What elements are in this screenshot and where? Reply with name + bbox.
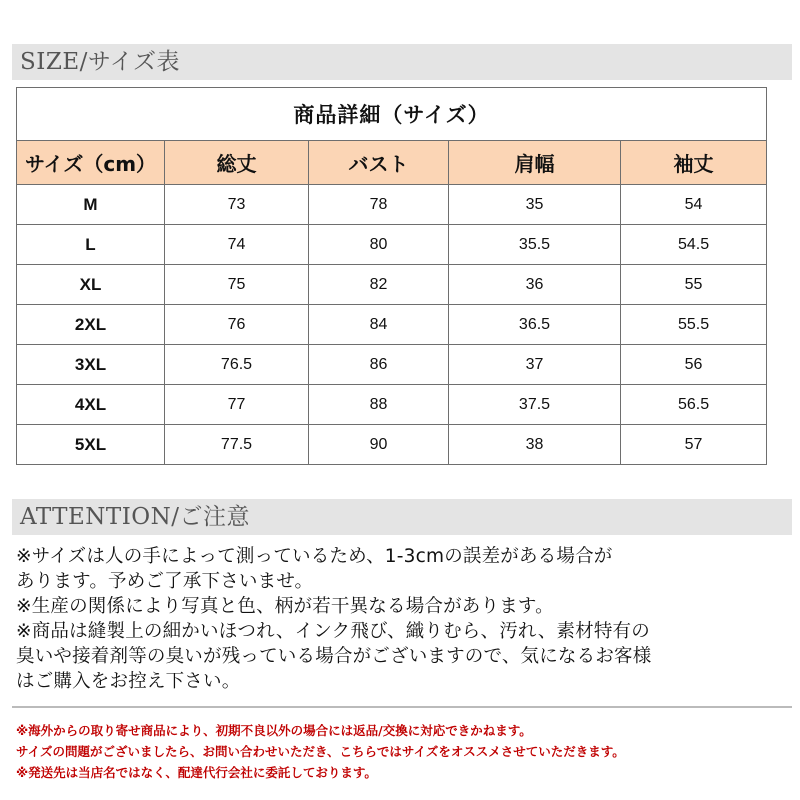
- size-label-cell: 3XL: [17, 345, 165, 385]
- attention-notes: [16, 544, 792, 694]
- table-cell: 57: [621, 425, 767, 465]
- table-cell: 55: [621, 265, 767, 305]
- column-header-shoulder: 肩幅: [449, 141, 621, 185]
- table-title: 商品詳細（サイズ）: [17, 88, 767, 141]
- table-cell: 82: [309, 265, 449, 305]
- size-label-cell: 2XL: [17, 305, 165, 345]
- table-cell: 73: [165, 185, 309, 225]
- size-label-cell: 5XL: [17, 425, 165, 465]
- attention-section-header: ATTENTION/ご注意: [12, 499, 792, 535]
- size-label-cell: 4XL: [17, 385, 165, 425]
- note-line: ※生産の関係により写真と色、柄が若干異なる場合があります。: [16, 596, 554, 617]
- table-cell: 54.5: [621, 225, 767, 265]
- divider: [12, 706, 792, 708]
- red-note-line: ※発送先は当店名ではなく、配達代行会社に委託しております。: [16, 765, 377, 780]
- table-cell: 86: [309, 345, 449, 385]
- table-cell: 74: [165, 225, 309, 265]
- table-cell: 78: [309, 185, 449, 225]
- red-note-line: サイズの問題がございましたら、お問い合わせいただき、こちらではサイズをオススメさせていただきます。: [16, 744, 625, 759]
- column-header-sleeve: 袖丈: [621, 141, 767, 185]
- note-line: はご購入をお控え下さい。: [16, 671, 241, 692]
- table-row: [17, 185, 767, 225]
- table-cell: 38: [449, 425, 621, 465]
- table-cell: 90: [309, 425, 449, 465]
- note-line: ※商品は縫製上の細かいほつれ、インク飛び、織りむら、汚れ、素材特有の: [16, 621, 650, 642]
- table-row: [17, 425, 767, 465]
- table-row: [17, 305, 767, 345]
- table-cell: 77.5: [165, 425, 309, 465]
- table-cell: 54: [621, 185, 767, 225]
- column-header-size: サイズ（cm）: [17, 141, 165, 185]
- red-warning-notes: [16, 720, 792, 783]
- size-label-cell: M: [17, 185, 165, 225]
- table-cell: 80: [309, 225, 449, 265]
- table-cell: 56: [621, 345, 767, 385]
- table-cell: 56.5: [621, 385, 767, 425]
- table-cell: 37.5: [449, 385, 621, 425]
- note-line: あります。予めご了承下さいませ。: [16, 571, 314, 592]
- column-header-length: 総丈: [165, 141, 309, 185]
- table-row: [17, 225, 767, 265]
- table-cell: 75: [165, 265, 309, 305]
- table-cell: 37: [449, 345, 621, 385]
- note-line: 臭いや接着剤等の臭いが残っている場合がございますので、気になるお客様: [16, 646, 652, 667]
- table-row: [17, 385, 767, 425]
- table-cell: 77: [165, 385, 309, 425]
- size-table: [16, 87, 767, 465]
- table-cell: 35.5: [449, 225, 621, 265]
- note-line: ※サイズは人の手によって測っているため、1-3cmの誤差がある場合が: [16, 546, 613, 567]
- table-header-row: [17, 141, 767, 185]
- column-header-bust: バスト: [309, 141, 449, 185]
- size-section-header: SIZE/サイズ表: [12, 44, 792, 80]
- table-cell: 76: [165, 305, 309, 345]
- table-cell: 35: [449, 185, 621, 225]
- size-label-cell: XL: [17, 265, 165, 305]
- table-cell: 88: [309, 385, 449, 425]
- table-cell: 55.5: [621, 305, 767, 345]
- table-row: [17, 345, 767, 385]
- table-row: [17, 265, 767, 305]
- red-note-line: ※海外からの取り寄せ商品により、初期不良以外の場合には返品/交換に対応できかねます。: [16, 723, 532, 738]
- table-cell: 76.5: [165, 345, 309, 385]
- table-cell: 84: [309, 305, 449, 345]
- size-label-cell: L: [17, 225, 165, 265]
- table-cell: 36: [449, 265, 621, 305]
- table-cell: 36.5: [449, 305, 621, 345]
